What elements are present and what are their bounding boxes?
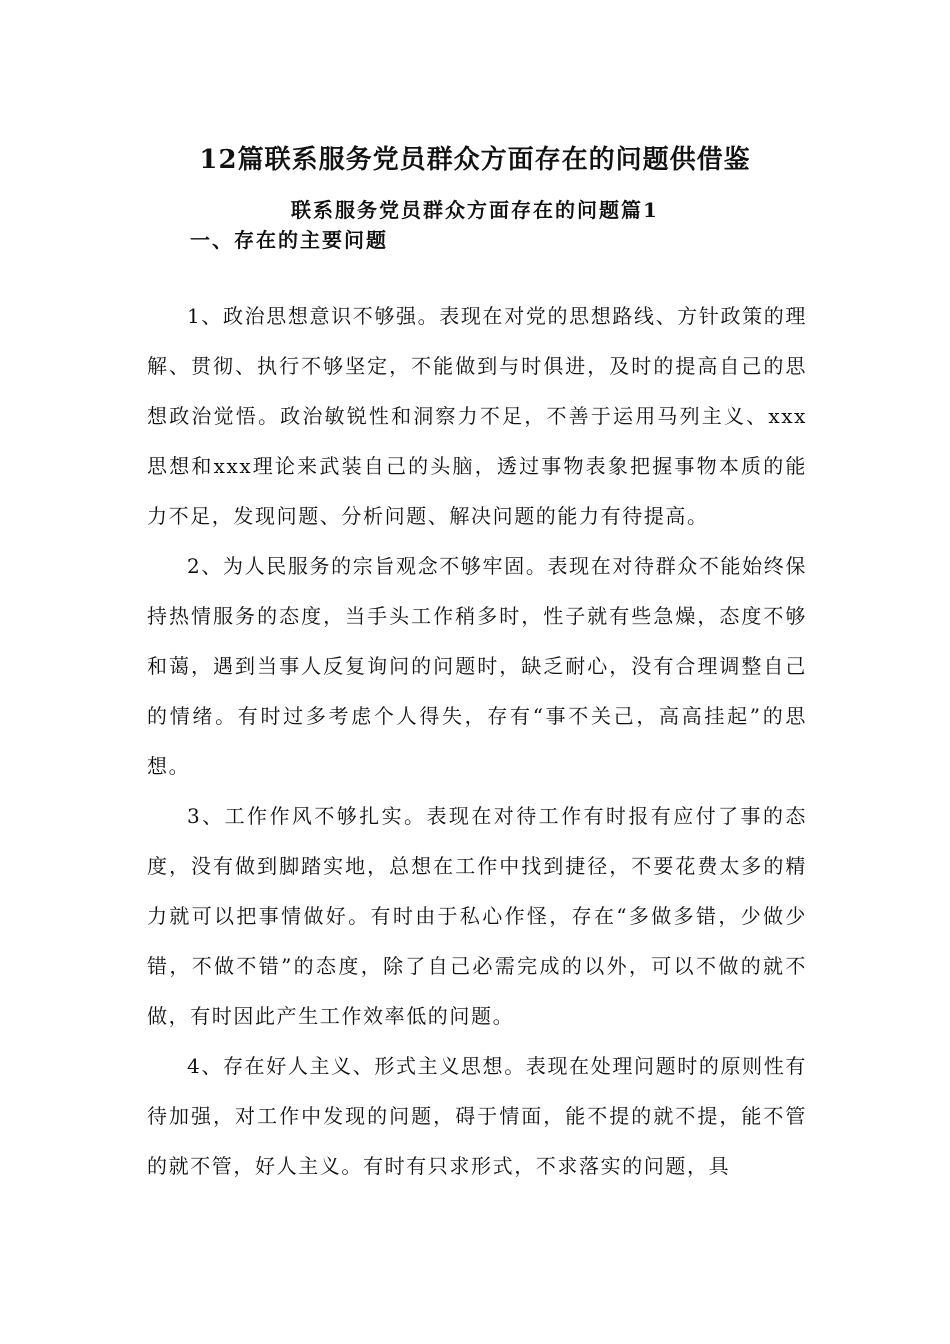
paragraph-4: 4、存在好人主义、形式主义思想。表现在处理问题时的原则性有待加强，对工作中发现的问题，碍于情面，能不提的就不提，能不管的就不管，好人主义。有时有只求形式，不求落实的问题，具 [147, 1054, 807, 1178]
paragraph-2: 2、为人民服务的宗旨观念不够牢固。表现在对待群众不能始终保持热情服务的态度，当手头工作稍多时，性子就有些急燥，态度不够和蔼，遇到当事人反复询问的问题时，缺乏耐心，没有合理调整自己的情绪。有时过多考虑个人得失，存有“事不关己，高高挂起”的思想。 [147, 554, 807, 778]
document-body [147, 291, 807, 1191]
section-heading: 一、存在的主要问题 [190, 228, 388, 252]
document-subtitle: 联系服务党员群众方面存在的问题篇1 [291, 198, 659, 222]
document-title: 12篇联系服务党员群众方面存在的问题供借鉴 [199, 145, 751, 175]
paragraph-1: 1、政治思想意识不够强。表现在对党的思想路线、方针政策的理解、贯彻、执行不够坚定，不能做到与时俱进，及时的提高自己的思想政治觉悟。政治敏锐性和洞察力不足，不善于运用马列主义、xxx思想和xxx理论来武装自己的头脑，透过事物表象把握事物本质的能力不足，发现问题、分析问题、解决问题的能力有待提高。 [147, 304, 807, 528]
paragraph-3: 3、工作作风不够扎实。表现在对待工作有时报有应付了事的态度，没有做到脚踏实地，总想在工作中找到捷径，不要花费太多的精力就可以把事情做好。有时由于私心作怪，存在“多做多错，少做少错，不做不错”的态度，除了自己必需完成的以外，可以不做的就不做，有时因此产生工作效率低的问题。 [147, 804, 807, 1028]
